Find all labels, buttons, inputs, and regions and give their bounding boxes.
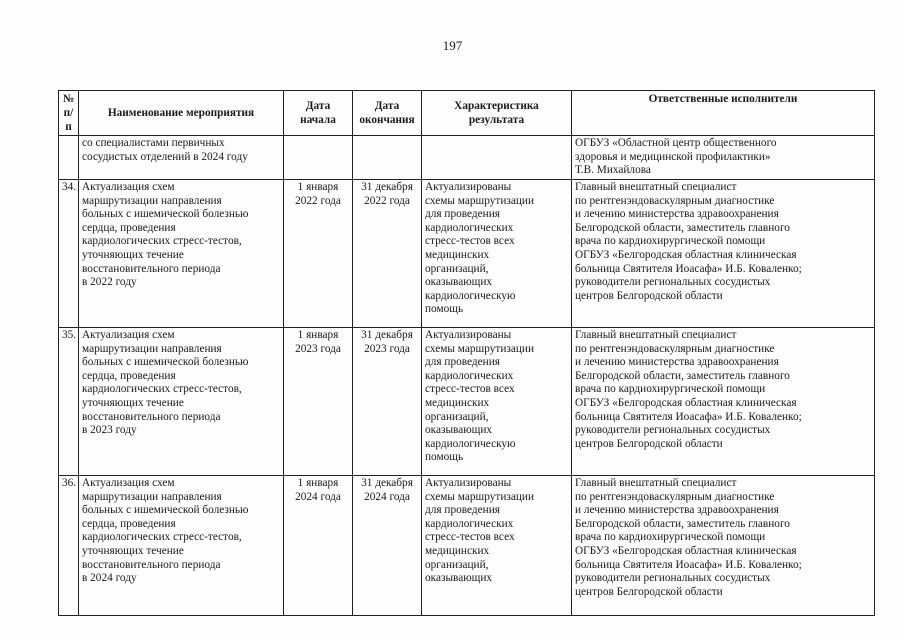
row-responsible: Главный внештатный специалист по рентгенэндоваскулярным диагностике и лечению министерства здравоохранения Белгородской области, заместитель главного врача по кардиохирургической помощи ОГБУЗ «Белгородская областная клиническая больница Святителя Иоасафа» И.Б. Коваленко; руководители региональных сосудистых центров Белгородской области xyxy=(572,476,875,616)
row-number: 36. xyxy=(59,476,79,616)
row-result xyxy=(422,136,572,180)
header-result: Характеристика результата xyxy=(422,91,572,136)
row-result: Актуализированы схемы маршрутизации для проведения кардиологических стресс-тестов всех медицинских организаций, оказывающих кардиологическую помощь xyxy=(422,328,572,476)
row-responsible: Главный внештатный специалист по рентгенэндоваскулярным диагностике и лечению министерства здравоохранения Белгородской области, заместитель главного врача по кардиохирургической помощи ОГБУЗ «Белгородская областная клиническая больница Святителя Иоасафа» И.Б. Коваленко; руководители региональных сосудистых центров Белгородской области xyxy=(572,180,875,328)
header-start-date: Дата начала xyxy=(284,91,353,136)
header-event-name: Наименование мероприятия xyxy=(79,91,284,136)
row-number xyxy=(59,136,79,180)
row-event-name: Актуализация схем маршрутизации направления больных с ишемической болезнью сердца, проведения кардиологических стресс-тестов, уточняющих течение восстановительного периода в 2024 году xyxy=(79,476,284,616)
row-end-date: 31 декабря 2024 года xyxy=(353,476,422,616)
row-end-date: 31 декабря 2022 года xyxy=(353,180,422,328)
row-result: Актуализированы схемы маршрутизации для проведения кардиологических стресс-тестов всех медицинских организаций, оказывающих кардиологическую помощь xyxy=(422,180,572,328)
row-responsible: ОГБУЗ «Областной центр общественного здоровья и медицинской профилактики» Т.В. Михайлова xyxy=(572,136,875,180)
row-number: 34. xyxy=(59,180,79,328)
header-responsible: Ответственные исполнители xyxy=(572,91,875,136)
row-start-date: 1 января 2024 года xyxy=(284,476,353,616)
table-row xyxy=(59,476,875,616)
row-start-date: 1 января 2023 года xyxy=(284,328,353,476)
activities-table xyxy=(58,90,875,616)
row-result: Актуализированы схемы маршрутизации для проведения кардиологических стресс-тестов всех медицинских организаций, оказывающих xyxy=(422,476,572,616)
page-number: 197 xyxy=(442,38,463,53)
row-end-date: 31 декабря 2023 года xyxy=(353,328,422,476)
row-event-name: со специалистами первичных сосудистых отделений в 2024 году xyxy=(79,136,284,180)
header-end-date: Дата окончания xyxy=(353,91,422,136)
row-start-date xyxy=(284,136,353,180)
row-number: 35. xyxy=(59,328,79,476)
row-event-name: Актуализация схем маршрутизации направления больных с ишемической болезнью сердца, проведения кардиологических стресс-тестов, уточняющих течение восстановительного периода в 2022 году xyxy=(79,180,284,328)
table-row xyxy=(59,328,875,476)
table-row xyxy=(59,136,875,180)
table-row xyxy=(59,180,875,328)
table-header-row xyxy=(59,91,875,136)
row-end-date xyxy=(353,136,422,180)
row-event-name: Актуализация схем маршрутизации направления больных с ишемической болезнью сердца, проведения кардиологических стресс-тестов, уточняющих течение восстановительного периода в 2023 году xyxy=(79,328,284,476)
row-start-date: 1 января 2022 года xyxy=(284,180,353,328)
header-number: № п/п xyxy=(59,91,79,136)
row-responsible: Главный внештатный специалист по рентгенэндоваскулярным диагностике и лечению министерства здравоохранения Белгородской области, заместитель главного врача по кардиохирургической помощи ОГБУЗ «Белгородская областная клиническая больница Святителя Иоасафа» И.Б. Коваленко; руководители региональных сосудистых центров Белгородской области xyxy=(572,328,875,476)
